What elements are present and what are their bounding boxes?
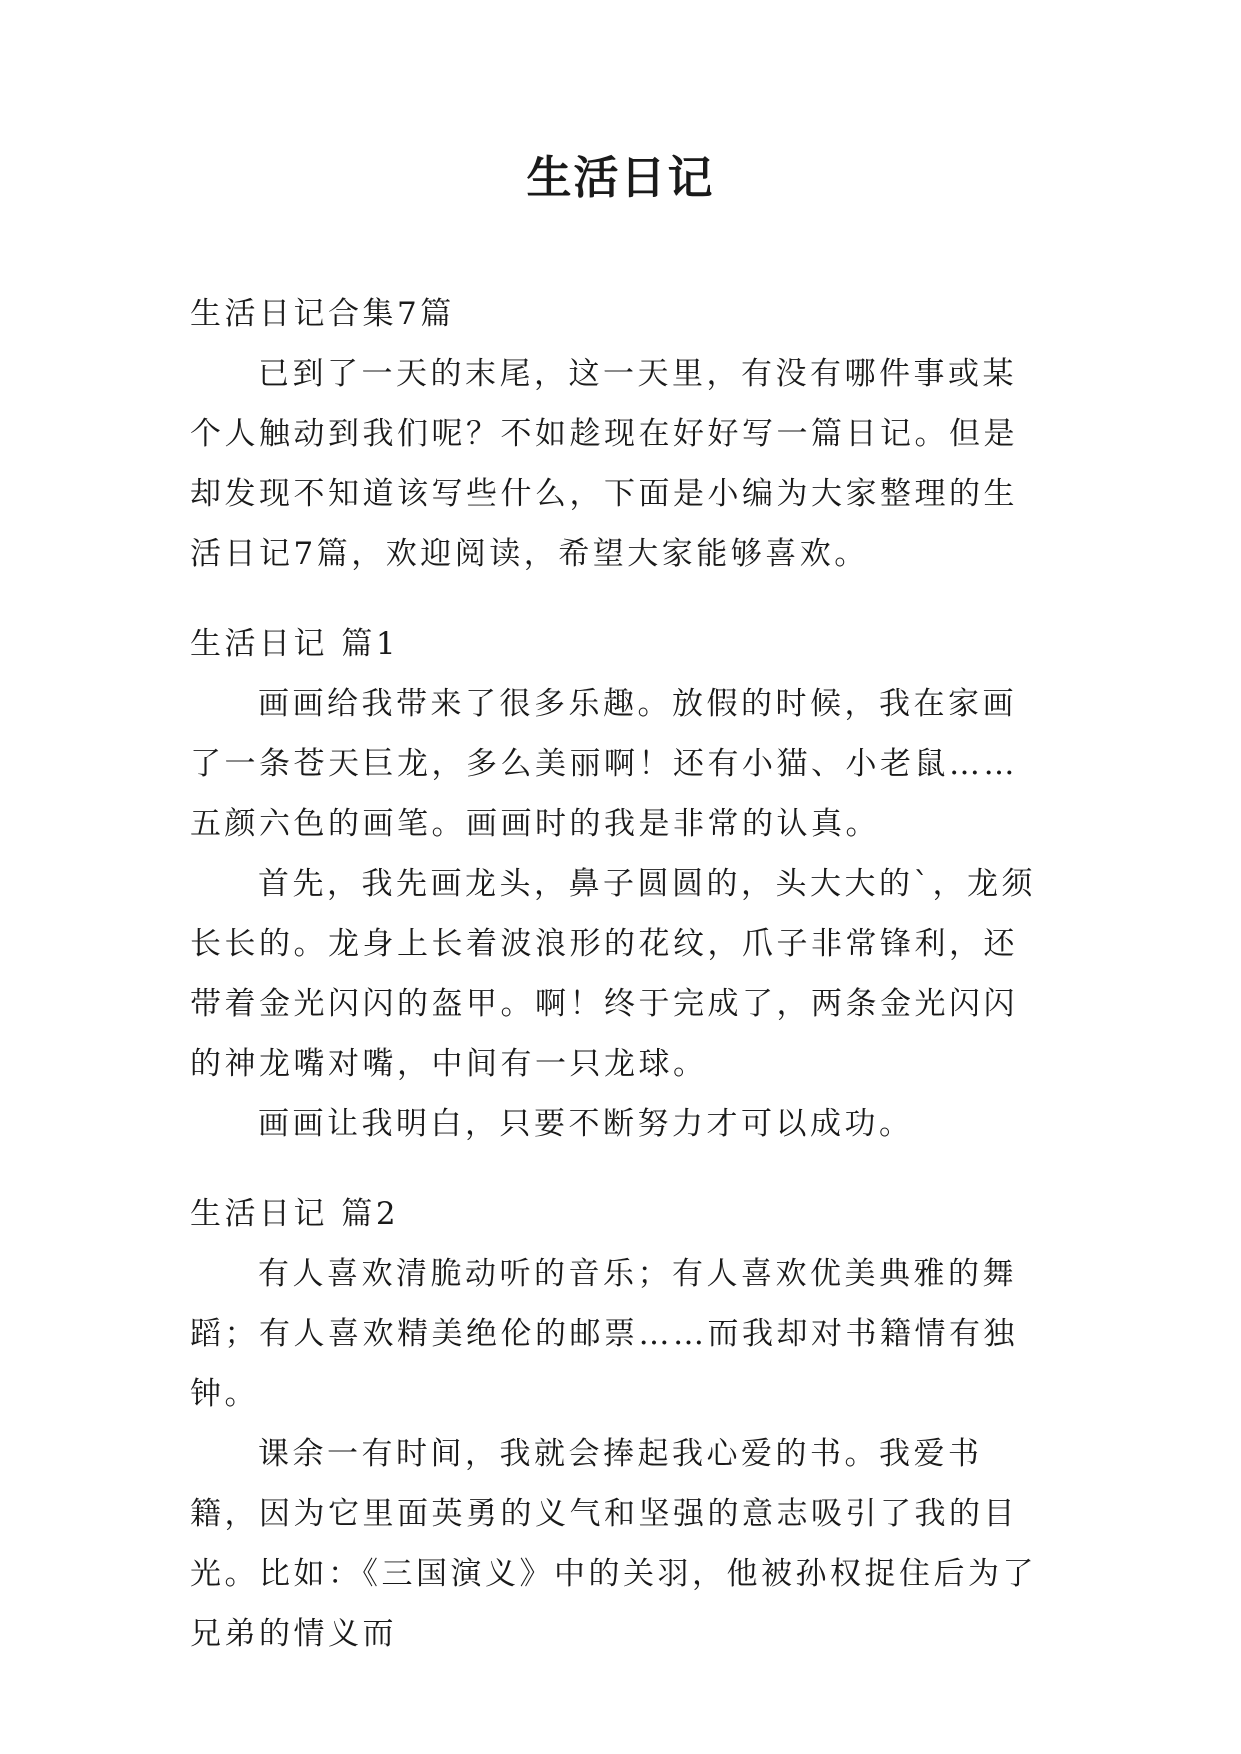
section-2-paragraph: 有人喜欢清脆动听的音乐；有人喜欢优美典雅的舞蹈；有人喜欢精美绝伦的邮票……而我却对书籍情有独钟。 xyxy=(190,1256,1018,1412)
section-1-heading: 生活日记 篇1 xyxy=(190,626,400,662)
section-spacer xyxy=(190,584,1050,614)
section-spacer xyxy=(190,1154,1050,1184)
section-2-heading: 生活日记 篇2 xyxy=(190,1196,400,1232)
section-1-paragraph: 首先，我先画龙头，鼻子圆圆的，头大大的`，龙须长长的。龙身上长着波浪形的花纹，爪子非常锋利，还带着金光闪闪的盔甲。啊！终于完成了，两条金光闪闪的神龙嘴对嘴，中间有一只龙球。 xyxy=(190,866,1036,1082)
section-1-paragraph: 画画给我带来了很多乐趣。放假的时候，我在家画了一条苍天巨龙，多么美丽啊！还有小猫、小老鼠……五颜六色的画笔。画画时的我是非常的认真。 xyxy=(190,686,1018,842)
section-2-paragraph: 课余一有时间，我就会捧起我心爱的书。我爱书籍，因为它里面英勇的义气和坚强的意志吸引了我的目光。比如：《三国演义》中的关羽，他被孙权捉住后为了兄弟的情义而 xyxy=(190,1436,1037,1652)
intro-paragraph: 已到了一天的末尾，这一天里，有没有哪件事或某个人触动到我们呢？不如趁现在好好写一篇日记。但是却发现不知道该写些什么，下面是小编为大家整理的生活日记7篇，欢迎阅读，希望大家能够喜欢。 xyxy=(190,356,1018,572)
collection-heading: 生活日记合集7篇 xyxy=(190,296,455,332)
section-1-paragraph: 画画让我明白，只要不断努力才可以成功。 xyxy=(258,1106,914,1142)
document-body xyxy=(190,284,1050,1664)
document-title: 生活日记 xyxy=(526,151,715,204)
